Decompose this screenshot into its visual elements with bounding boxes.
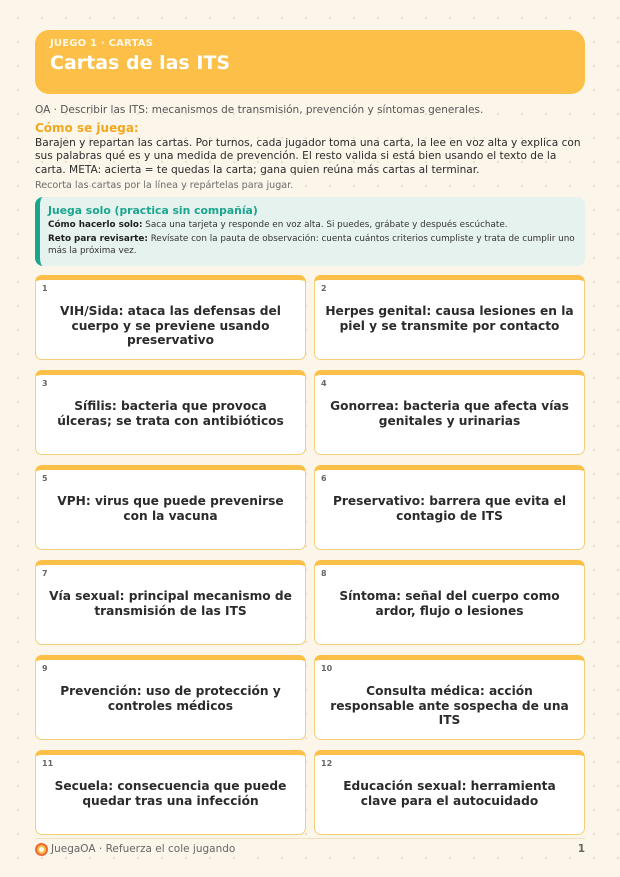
- header-kicker: JUEGO 1 · CARTAS: [50, 38, 154, 49]
- card-text: Herpes genital: causa lesiones en la piel y se transmite por contacto: [325, 304, 574, 333]
- learning-objective: OA · Describir las ITS: mecanismos de transmisión, prevención y síntomas generales.: [35, 104, 484, 116]
- card-text: Educación sexual: herramienta clave para el autocuidado: [343, 779, 556, 808]
- how-to-play-title: Cómo se juega:: [35, 121, 139, 135]
- card-number: 4: [321, 379, 327, 388]
- card-number: 10: [321, 664, 333, 673]
- card-number: 9: [42, 664, 48, 673]
- solo-play-box: [35, 197, 585, 266]
- card-text: Secuela: consecuencia que puede quedar tras una infección: [54, 779, 287, 808]
- solo-how-line: [48, 219, 575, 231]
- card-text: Prevención: uso de protección y controles médicos: [60, 684, 281, 713]
- card-12: [314, 750, 585, 835]
- card-11: [35, 750, 306, 835]
- footer-brand: JuegaOA · Refuerza el cole jugando: [51, 843, 236, 855]
- solo-how-label: Cómo hacerlo solo:: [48, 220, 143, 230]
- card-number: 7: [42, 569, 48, 578]
- card-text: VIH/Sida: ataca las defensas del cuerpo y se previene usando preservativo: [60, 304, 281, 347]
- card-number: 3: [42, 379, 48, 388]
- solo-challenge-text: Revísate con la pauta de observación: cuenta cuántos criterios cumpliste y trata de cumplir uno más la próxima vez.: [48, 234, 575, 256]
- card-10: [314, 655, 585, 740]
- solo-how-text: Saca una tarjeta y responde en voz alta. Si puedes, grábate y después escúchate.: [145, 220, 508, 230]
- solo-challenge-line: [48, 233, 575, 257]
- card-5: [35, 465, 306, 550]
- solo-title: Juega solo (practica sin compañía): [48, 204, 258, 217]
- juegaoa-logo-icon: [35, 843, 48, 856]
- card-number: 11: [42, 759, 54, 768]
- page-title: Cartas de las ITS: [50, 52, 231, 74]
- card-number: 8: [321, 569, 327, 578]
- page-header: [35, 30, 585, 94]
- card-9: [35, 655, 306, 740]
- footer-divider: [35, 838, 585, 839]
- card-text: VPH: virus que puede prevenirse con la vacuna: [57, 494, 284, 523]
- card-8: [314, 560, 585, 645]
- card-1: [35, 275, 306, 360]
- card-number: 1: [42, 284, 48, 293]
- card-number: 5: [42, 474, 48, 483]
- card-3: [35, 370, 306, 455]
- card-text: Gonorrea: bacteria que afecta vías genitales y urinarias: [330, 399, 569, 428]
- card-text: Preservativo: barrera que evita el contagio de ITS: [332, 494, 567, 523]
- cut-note: Recorta las cartas por la línea y repártelas para jugar.: [35, 180, 294, 191]
- card-text: Consulta médica: acción responsable ante sospecha de una ITS: [330, 684, 569, 727]
- solo-challenge-label: Reto para revisarte:: [48, 234, 148, 244]
- card-6: [314, 465, 585, 550]
- card-number: 2: [321, 284, 327, 293]
- card-number: 12: [321, 759, 333, 768]
- card-number: 6: [321, 474, 327, 483]
- card-7: [35, 560, 306, 645]
- card-text: Síntoma: señal del cuerpo como ardor, flujo o lesiones: [339, 589, 560, 618]
- page-number: 1: [577, 843, 585, 855]
- card-text: Sífilis: bacteria que provoca úlceras; se trata con antibióticos: [57, 399, 284, 428]
- card-4: [314, 370, 585, 455]
- how-to-play-text: Barajen y repartan las cartas. Por turnos, cada jugador toma una carta, la lee en voz alta y explica con sus palabras qué es y una medida de prevención. El resto valida si está bien usando el texto de la carta. META: acierta = te quedas la carta; gana quien reúna más cartas al terminar.: [35, 137, 581, 176]
- card-text: Vía sexual: principal mecanismo de transmisión de las ITS: [49, 589, 292, 618]
- card-2: [314, 275, 585, 360]
